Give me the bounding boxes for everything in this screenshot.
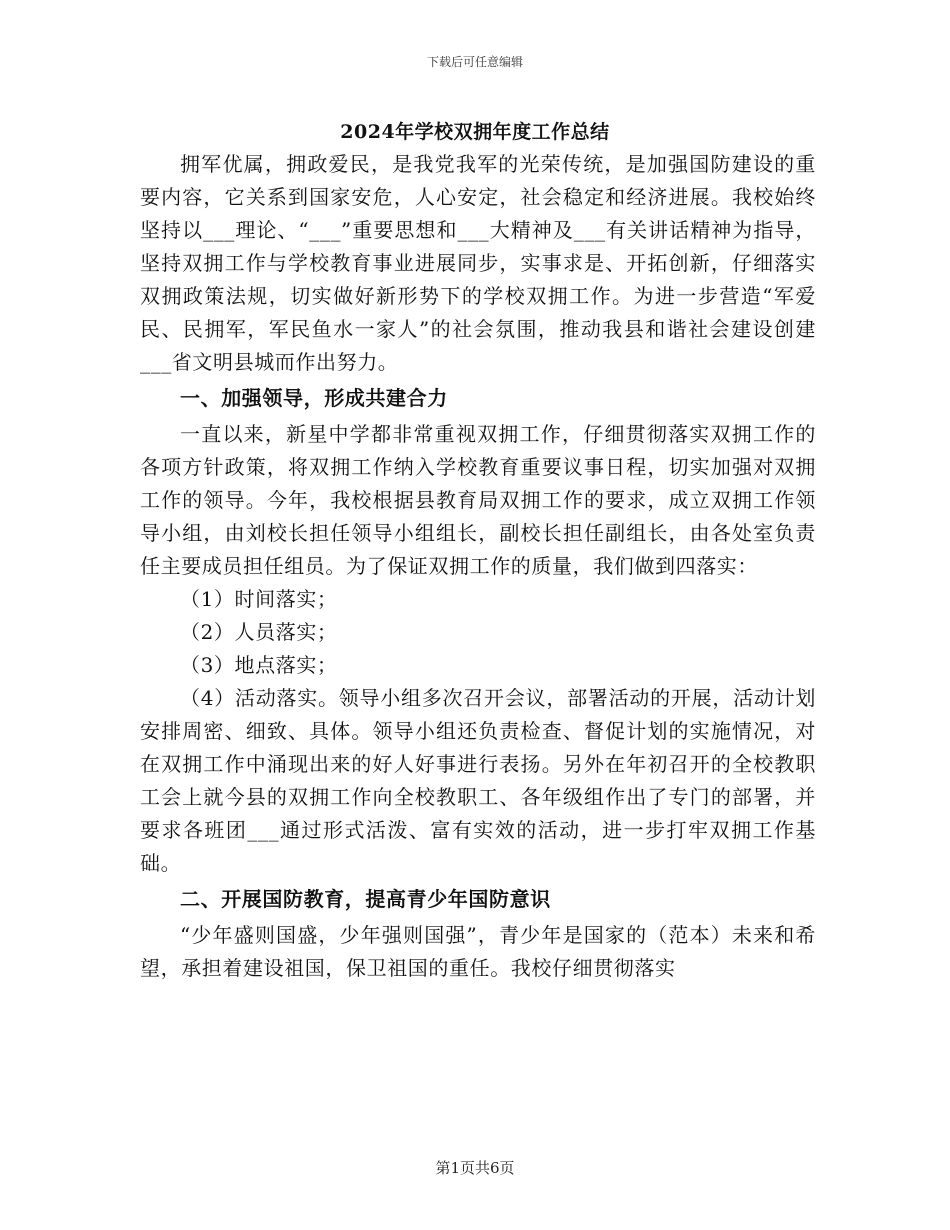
section-1-paragraph: 一直以来，新星中学都非常重视双拥工作，仔细贯彻落实双拥工作的各项方针政策，将双拥工作纳入学校教育重要议事日程，切实加强对双拥工作的领导。今年，我校根据县教育局双拥工作的要求，成立双拥工作领导小组，由刘校长担任领导小组组长，副校长担任副组长，由各处室负责任主要成员担任组员。为了保证双拥工作的质量，我们做到四落实： bbox=[140, 422, 816, 578]
list-item: （2）人员落实； bbox=[180, 620, 338, 644]
section-2-paragraph: “少年盛则国盛，少年强则国强”，青少年是国家的（范本）未来和希望，承担着建设祖国，保卫祖国的重任。我校仔细贯彻落实 bbox=[140, 923, 816, 980]
intro-paragraph: 拥军优属，拥政爱民，是我党我军的光荣传统，是加强国防建设的重要内容，它关系到国家安危，人心安定，社会稳定和经济进展。我校始终坚持以___理论、“___”重要思想和___大精神及___有关讲话精神为指导，坚持双拥工作与学校教育事业进展同步，实事求是、开拓创新，仔细落实双拥政策法规，切实做好新形势下的学校双拥工作。为进一步营造“军爱民、民拥军，军民鱼水一家人”的社会氛围，推动我县和谐社会建设创建___省文明县城而作出努力。 bbox=[140, 152, 816, 374]
header-note: 下载后可任意编辑 bbox=[426, 55, 523, 69]
page-number-footer: 第1页共6页 bbox=[435, 1159, 515, 1177]
document-title: 2024年学校双拥年度工作总结 bbox=[340, 121, 610, 143]
document-body bbox=[140, 148, 816, 985]
section-1-heading: 一、加强领导，形成共建合力 bbox=[180, 386, 448, 410]
list-item: （4）活动落实。领导小组多次召开会议，部署活动的开展，活动计划安排周密、细致、具体。领导小组还负责检查、督促计划的实施情况，对在双拥工作中涌现出来的好人好事进行表扬。另外在年初召开的全校教职工会上就今县的双拥工作向全校教职工、各年级组作出了专门的部署，并要求各班团___通过形式活泼、富有实效的活动，进一步打牢双拥工作基础。 bbox=[140, 686, 816, 875]
section-2-heading: 二、开展国防教育，提高青少年国防意识 bbox=[180, 887, 551, 911]
list-item: （1）时间落实； bbox=[180, 587, 338, 611]
list-item: （3）地点落实； bbox=[180, 653, 338, 677]
